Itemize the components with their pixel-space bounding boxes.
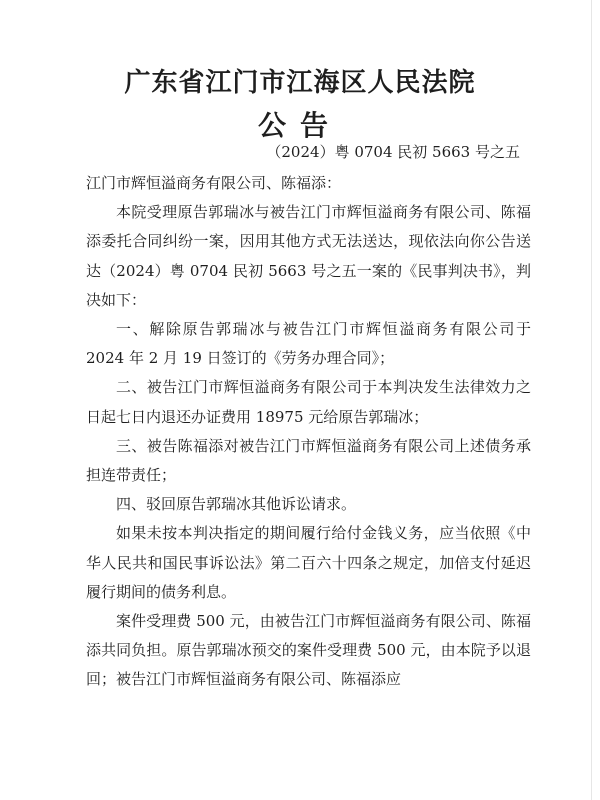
document-title: 公告 bbox=[257, 109, 342, 142]
judgment-item-3: 三、被告陈福添对被告江门市辉恒溢商务有限公司上述债务承担连带责任； bbox=[86, 436, 531, 485]
judgment-item-4: 四、驳回原告郭瑞冰其他诉讼请求。 bbox=[116, 495, 357, 514]
addressee: 江门市辉恒溢商务有限公司、陈福添： bbox=[86, 174, 342, 192]
case-number: （2024）粤 0704 民初 5663 号之五 bbox=[266, 143, 520, 161]
scan-edge-line bbox=[591, 0, 592, 800]
judgment-item-2: 二、被告江门市辉恒溢商务有限公司于本判决发生法律效力之日起七日内退还办证费用 18975 元给原告郭瑞冰； bbox=[86, 378, 531, 426]
judgment-item-1: 一、解除原告郭瑞冰与被告江门市辉恒溢商务有限公司于 2024 年 2 月 19 日签订的《劳务办理合同》； bbox=[86, 320, 531, 368]
announcement-body bbox=[86, 169, 531, 695]
court-name: 广东省江门市江海区人民法院 bbox=[124, 68, 476, 98]
body-paragraph-fees: 案件受理费 500 元，由被告江门市辉恒溢商务有限公司、陈福添共同负担。原告郭瑞冰预交的案件受理费 500 元，由本院予以退回；被告江门市辉恒溢商务有限公司、陈福添应 bbox=[86, 612, 531, 689]
body-paragraph-intro: 本院受理原告郭瑞冰与被告江门市辉恒溢商务有限公司、陈福添委托合同纠纷一案，因用其他方式无法送达，现依法向你公告送达（2024）粤 0704 民初 5663 号之五一案的《民事判决书》，判决如下： bbox=[86, 203, 531, 309]
body-paragraph-interest: 如果未按本判决指定的期间履行给付金钱义务，应当依照《中华人民共和国民事诉讼法》第二百六十四条之规定，加倍支付延迟履行期间的债务利息。 bbox=[86, 524, 531, 601]
